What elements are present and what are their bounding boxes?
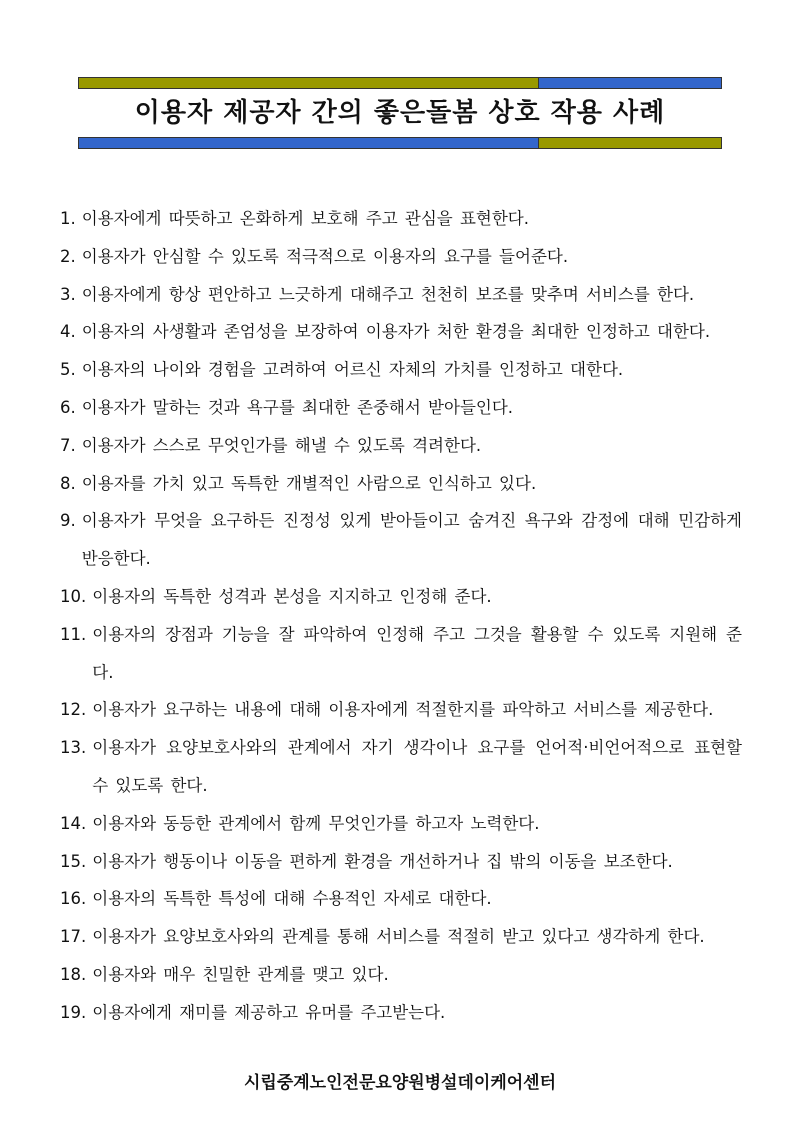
item-number: 9. xyxy=(60,511,76,531)
item-number: 7. xyxy=(60,435,76,455)
item-number: 4. xyxy=(60,322,76,342)
item-number: 1. xyxy=(60,209,76,228)
list-item xyxy=(60,616,742,692)
item-text: 이용자가 말하는 것과 욕구를 최대한 존중해서 받아들인다. xyxy=(81,397,513,417)
item-number: 11. xyxy=(60,624,87,644)
item-text: 이용자의 독특한 특성에 대해 수용적인 자세로 대한다. xyxy=(92,889,492,909)
bar-blue-segment xyxy=(538,78,721,88)
item-text: 이용자의 나이와 경험을 고려하여 어르신 자체의 가치를 인정하고 대한다. xyxy=(81,360,624,380)
list-item xyxy=(60,389,742,427)
item-text: 이용자를 가치 있고 독특한 개별적인 사람으로 인식하고 있다. xyxy=(81,473,537,493)
item-number: 3. xyxy=(60,284,76,304)
item-text: 이용자에게 따뜻하고 온화하게 보호해 주고 관심을 표현한다. xyxy=(81,209,529,228)
item-text: 이용자가 요양보호사와의 관계를 통해 서비스를 적절히 받고 있다고 생각하게 한다. xyxy=(92,927,705,947)
organization-name: 시립중계노인전문요양원병설데이케어센터 xyxy=(243,1073,557,1093)
top-decorative-bar xyxy=(78,77,722,89)
list-item xyxy=(60,805,742,843)
list-item xyxy=(60,994,742,1032)
item-number: 5. xyxy=(60,360,76,380)
item-number: 2. xyxy=(60,246,76,266)
list-item xyxy=(60,276,742,314)
list-item xyxy=(60,880,742,918)
item-text: 이용자와 매우 친밀한 관계를 맺고 있다. xyxy=(92,964,389,984)
item-text: 이용자에게 재미를 제공하고 유머를 주고받는다. xyxy=(92,1002,446,1022)
interaction-examples-list xyxy=(60,200,742,1032)
item-number: 6. xyxy=(60,397,76,417)
item-text: 이용자가 스스로 무엇인가를 해낼 수 있도록 격려한다. xyxy=(81,435,482,455)
item-text: 이용자가 요양보호사와의 관계에서 자기 생각이나 요구를 언어적·비언어적으로 표현할 수 있도록 한다. xyxy=(92,738,742,795)
item-text: 이용자의 장점과 기능을 잘 파악하여 인정해 주고 그것을 활용할 수 있도록 지원해 준다. xyxy=(92,624,742,682)
item-text: 이용자의 독특한 성격과 본성을 지지하고 인정해 준다. xyxy=(92,586,492,606)
list-item xyxy=(60,313,742,351)
item-number: 8. xyxy=(60,473,76,493)
list-item xyxy=(60,465,742,503)
item-number: 15. xyxy=(60,851,87,871)
bar-blue-segment xyxy=(79,138,538,148)
list-item xyxy=(60,843,742,881)
item-number: 12. xyxy=(60,700,87,720)
list-item xyxy=(60,427,742,465)
list-item xyxy=(60,502,742,578)
item-text: 이용자가 안심할 수 있도록 적극적으로 이용자의 요구를 들어준다. xyxy=(81,246,569,266)
item-number: 10. xyxy=(60,586,87,606)
item-number: 13. xyxy=(60,738,87,758)
bar-olive-segment xyxy=(538,138,721,148)
item-text: 이용자가 무엇을 요구하든 진정성 있게 받아들이고 숨겨진 욕구와 감정에 대해 민감하게 반응한다. xyxy=(81,511,742,569)
item-text: 이용자가 행동이나 이동을 편하게 환경을 개선하거나 집 밖의 이동을 보조한다. xyxy=(92,851,673,871)
list-item xyxy=(60,956,742,994)
page-title: 이용자 제공자 간의 좋은돌봄 상호 작용 사례 xyxy=(134,98,666,128)
list-item xyxy=(60,918,742,956)
item-number: 14. xyxy=(60,813,87,833)
item-text: 이용자와 동등한 관계에서 함께 무엇인가를 하고자 노력한다. xyxy=(92,813,540,833)
item-text: 이용자에게 항상 편안하고 느긋하게 대해주고 천천히 보조를 맞추며 서비스를 한다. xyxy=(81,284,695,304)
list-item xyxy=(60,578,742,616)
bottom-decorative-bar xyxy=(78,137,722,149)
list-item xyxy=(60,238,742,276)
item-text: 이용자가 요구하는 내용에 대해 이용자에게 적절한지를 파악하고 서비스를 제공한다. xyxy=(92,700,714,720)
bar-olive-segment xyxy=(79,78,538,88)
list-item xyxy=(60,200,742,238)
item-text: 이용자의 사생활과 존엄성을 보장하여 이용자가 처한 환경을 최대한 인정하고 대한다. xyxy=(81,322,711,342)
list-item xyxy=(60,729,742,805)
item-number: 16. xyxy=(60,889,87,909)
item-number: 18. xyxy=(60,964,87,984)
list-item xyxy=(60,691,742,729)
item-number: 17. xyxy=(60,927,87,947)
item-number: 19. xyxy=(60,1002,87,1022)
list-item xyxy=(60,351,742,389)
